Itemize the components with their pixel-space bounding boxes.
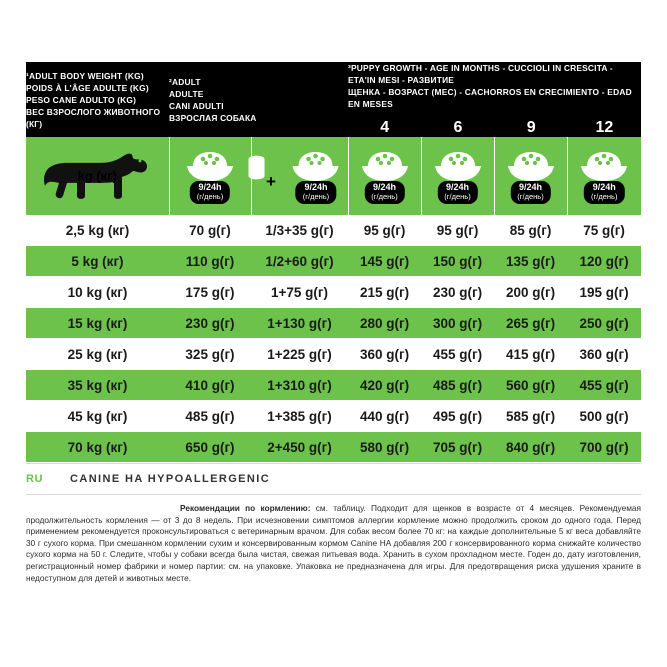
cell-month-4: 145 g(г)	[348, 246, 421, 277]
can-icon	[246, 153, 266, 187]
header-adult-line-2: ADULTE	[169, 88, 204, 99]
header-puppy-line-1: ³PUPPY GROWTH - AGE IN MONTHS - CUCCIOLI IN CRESCITA - ETA'IN MESI - РАЗВИТИЕ	[348, 63, 613, 85]
cell-mixed: 1+385 g(г)	[251, 401, 348, 432]
header-adult-line-4: ВЗРОСЛАЯ СОБАКА	[169, 112, 257, 123]
puppy-bowl-and-badge-4	[348, 146, 422, 206]
product-name: CANINE HA HYPOALLERGENIC	[70, 473, 271, 485]
cell-mixed: 1/3+35 g(г)	[251, 215, 348, 246]
puppy-badge-value-6: 9/24h	[446, 182, 470, 192]
cell-month-12: 360 g(г)	[567, 339, 641, 370]
puppy-bowl-wrap-6	[421, 146, 495, 206]
table-icon-row	[26, 137, 641, 215]
puppy-bowl-and-badge-9	[494, 146, 568, 206]
cell-adult: 410 g(г)	[169, 370, 251, 401]
header-age-row	[348, 119, 641, 137]
cell-weight: 70 kg (кг)	[26, 432, 169, 463]
header-age-6: 6	[453, 119, 463, 136]
header-adult-body-weight	[26, 62, 169, 137]
feeding-instructions	[26, 503, 641, 584]
mixed-badge-value: 9/24h	[304, 182, 328, 192]
puppy-badge-value-4: 9/24h	[373, 182, 397, 192]
puppy-badge-value-9: 9/24h	[519, 182, 543, 192]
header-adult-line-1: ²ADULT	[169, 76, 201, 87]
puppy-feeding-badge-6	[437, 181, 477, 204]
cell-month-9: 200 g(г)	[494, 277, 567, 308]
header-weight-line-1: ¹ADULT BODY WEIGHT (KG)	[26, 70, 144, 81]
header-age-4: 4	[380, 119, 390, 136]
cell-month-9: 85 g(г)	[494, 215, 567, 246]
cell-adult: 325 g(г)	[169, 339, 251, 370]
cell-month-6: 485 g(г)	[421, 370, 494, 401]
cell-month-6: 300 g(г)	[421, 308, 494, 339]
cell-weight: 25 kg (кг)	[26, 339, 169, 370]
puppy-bowl-and-badge-12	[567, 146, 641, 206]
puppy-badge-sub-12: (г/день)	[591, 192, 618, 201]
cell-mixed: 1+75 g(г)	[251, 277, 348, 308]
cell-month-4: 580 g(г)	[348, 432, 421, 463]
cell-adult: 650 g(г)	[169, 432, 251, 463]
puppy-feeding-badge-9	[510, 181, 550, 204]
puppy-bowl-cell-9	[494, 137, 567, 215]
header-weight-line-4: ВЕС ВЗРОСЛОГО ЖИВОТНОГО (КГ)	[26, 106, 161, 129]
cell-weight: 2,5 kg (кг)	[26, 215, 169, 246]
mixed-feeding-badge	[296, 181, 336, 204]
dog-silhouette-cell	[26, 137, 169, 215]
cell-month-6: 705 g(г)	[421, 432, 494, 463]
cell-weight: 35 kg (кг)	[26, 370, 169, 401]
cell-month-12: 455 g(г)	[567, 370, 641, 401]
header-weight-line-3: PESO CANE ADULTO (KG)	[26, 94, 137, 105]
cell-month-9: 840 g(г)	[494, 432, 567, 463]
cell-adult: 110 g(г)	[169, 246, 251, 277]
cell-mixed: 1+225 g(г)	[251, 339, 348, 370]
cell-mixed: 1+130 g(г)	[251, 308, 348, 339]
mixed-bowl-wrap	[246, 146, 353, 206]
adult-badge-sub: (г/день)	[196, 192, 224, 201]
table-row	[26, 246, 641, 277]
cell-adult: 70 g(г)	[169, 215, 251, 246]
cell-month-4: 280 g(г)	[348, 308, 421, 339]
cell-month-6: 455 g(г)	[421, 339, 494, 370]
cell-adult: 230 g(г)	[169, 308, 251, 339]
table-row	[26, 401, 641, 432]
cell-month-4: 215 g(г)	[348, 277, 421, 308]
header-age-12: 12	[595, 119, 614, 136]
table-row	[26, 215, 641, 246]
cell-month-6: 495 g(г)	[421, 401, 494, 432]
cell-month-6: 95 g(г)	[421, 215, 494, 246]
cell-month-9: 585 g(г)	[494, 401, 567, 432]
bowl-and-badge	[173, 146, 247, 206]
mixed-badge-sub: (г/день)	[302, 192, 330, 201]
puppy-bowl-wrap-9	[494, 146, 568, 206]
header-adult	[169, 62, 348, 137]
cell-mixed: 2+450 g(г)	[251, 432, 348, 463]
feeding-instructions-text: см. таблицу. Подходит для щенков в возрасте от 4 месяцев. Рекомендуемая продолжительность кормления — от 3 до 8 недель. При исчезновении симптомов аллергии кормление можно продолжить сроком до одного года. Перед применением рекомендуется проконсультироваться с ветеринарным врачом. Для собак весом более 70 кг: на каждые дополнительные 5 кг веса добавляйте 30 г сухого корма. При смешанном кормлении сухим и консервированным кормом Canine HA добавляя 200 г консервированного корма снижайте количество сухого корма на 50 г. Следите, чтобы у собаки всегда была чистая, свежая питьевая вода. Хранить в сухом прохладном месте. Годен до, дату изготовления, регистрационный номер фабрики и номер партии: см. на упаковке. Упаковка не предназначена для игры. Для предотвращения риска удушения храните в недоступном для детей и животных месте.	[26, 503, 642, 583]
header-weight-line-2: POIDS À L'ÂGE ADULTE (KG)	[26, 82, 149, 93]
cell-month-6: 230 g(г)	[421, 277, 494, 308]
adult-bowl-cell	[169, 137, 251, 215]
table-header-row	[26, 62, 641, 137]
cell-month-12: 500 g(г)	[567, 401, 641, 432]
puppy-badge-value-12: 9/24h	[592, 182, 616, 192]
plus-icon: +	[266, 172, 276, 191]
mixed-bowl-and-badge	[279, 146, 353, 206]
header-puppy-line-2: ЩЕНКА - ВОЗРАСТ (МЕС) - CACHORROS EN CRECIMIENTO - EDAD EN MESES	[348, 87, 632, 109]
mixed-bowl-cell	[251, 137, 348, 215]
cell-month-9: 415 g(г)	[494, 339, 567, 370]
cell-adult: 485 g(г)	[169, 401, 251, 432]
puppy-badge-sub-4: (г/день)	[371, 192, 398, 201]
puppy-bowl-and-badge-6	[421, 146, 495, 206]
puppy-bowl-cell-4	[348, 137, 421, 215]
header-puppy-growth	[348, 62, 641, 137]
table-row	[26, 432, 641, 463]
cell-month-9: 560 g(г)	[494, 370, 567, 401]
puppy-bowl-wrap-12	[567, 146, 641, 206]
adult-bowl-wrap	[173, 146, 247, 206]
cell-month-9: 265 g(г)	[494, 308, 567, 339]
cell-month-12: 195 g(г)	[567, 277, 641, 308]
table-row	[26, 308, 641, 339]
cell-weight: 5 kg (кг)	[26, 246, 169, 277]
puppy-bowl-cell-12	[567, 137, 641, 215]
cell-month-4: 440 g(г)	[348, 401, 421, 432]
cell-weight: 15 kg (кг)	[26, 308, 169, 339]
puppy-feeding-badge-12	[584, 181, 624, 204]
cell-month-12: 75 g(г)	[567, 215, 641, 246]
cell-month-12: 120 g(г)	[567, 246, 641, 277]
cell-weight: 10 kg (кг)	[26, 277, 169, 308]
table-row	[26, 370, 641, 401]
cell-adult: 175 g(г)	[169, 277, 251, 308]
header-adult-line-3: CANI ADULTI	[169, 100, 224, 111]
puppy-feeding-badge-4	[364, 181, 404, 204]
language-code: RU	[26, 473, 43, 485]
cell-month-4: 360 g(г)	[348, 339, 421, 370]
cell-mixed: 1/2+60 g(г)	[251, 246, 348, 277]
language-bar	[26, 463, 641, 495]
dog-kg-label: kg (кг)	[77, 168, 117, 184]
header-age-9: 9	[526, 119, 536, 136]
cell-weight: 45 kg (кг)	[26, 401, 169, 432]
cell-mixed: 1+310 g(г)	[251, 370, 348, 401]
cell-month-6: 150 g(г)	[421, 246, 494, 277]
feeding-instructions-paragraph	[26, 503, 641, 584]
cell-month-12: 700 g(г)	[567, 432, 641, 463]
cell-month-4: 420 g(г)	[348, 370, 421, 401]
puppy-bowl-wrap-4	[348, 146, 422, 206]
cell-month-12: 250 g(г)	[567, 308, 641, 339]
puppy-bowl-cell-6	[421, 137, 494, 215]
adult-badge-value: 9/24h	[198, 182, 222, 192]
feeding-instructions-lead: Рекомендации по кормлению:	[180, 503, 311, 513]
puppy-badge-sub-9: (г/день)	[517, 192, 544, 201]
table-row	[26, 339, 641, 370]
feeding-table	[26, 62, 641, 463]
cell-month-9: 135 g(г)	[494, 246, 567, 277]
cell-month-4: 95 g(г)	[348, 215, 421, 246]
puppy-badge-sub-6: (г/день)	[444, 192, 471, 201]
table-row	[26, 277, 641, 308]
adult-feeding-badge	[190, 181, 230, 204]
